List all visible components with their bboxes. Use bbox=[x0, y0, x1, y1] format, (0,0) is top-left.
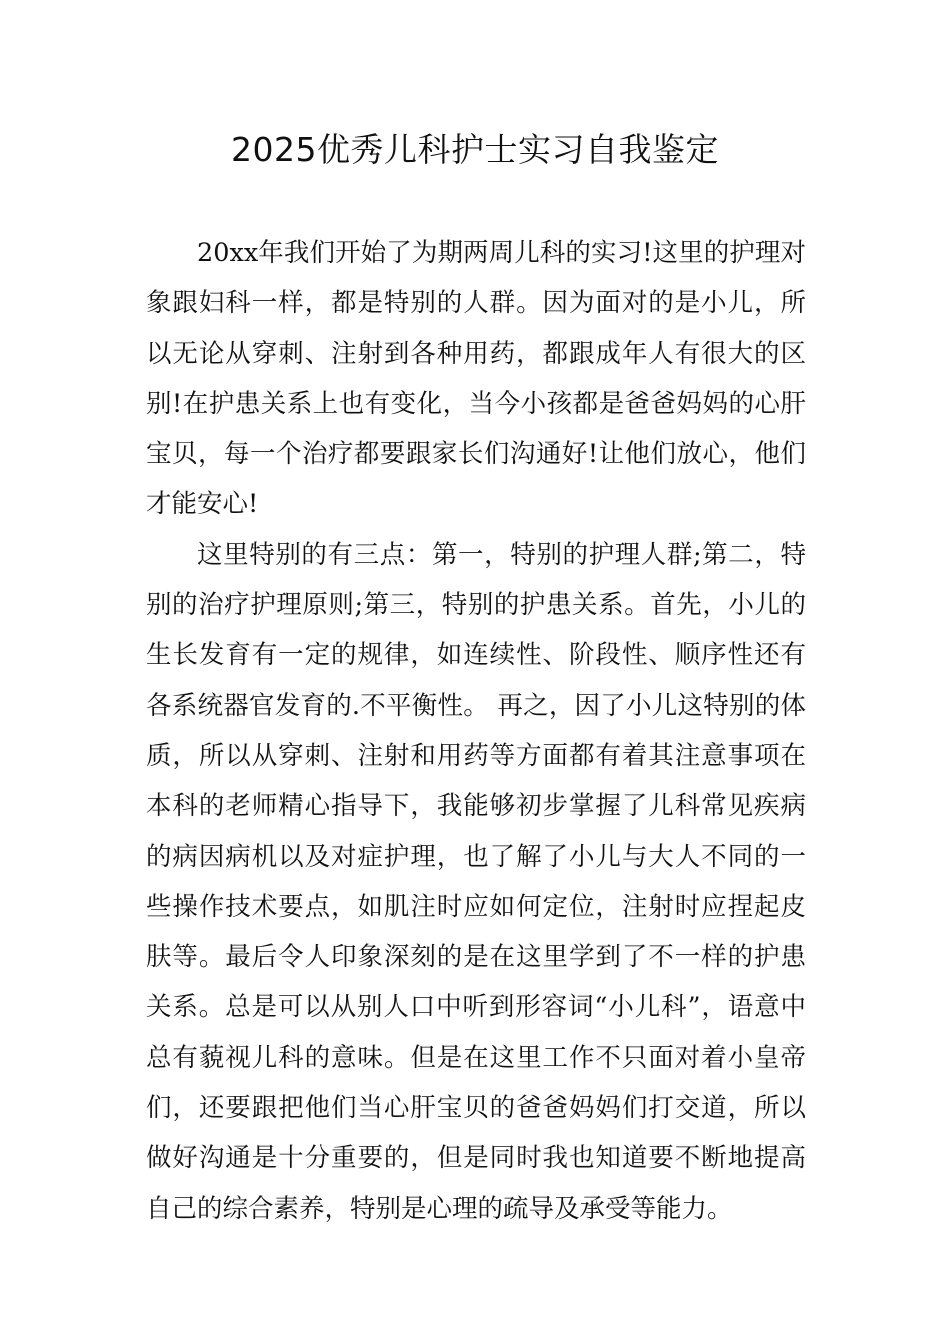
paragraph-1: 20xx年我们开始了为期两周儿科的实习!这里的护理对象跟妇科一样，都是特别的人群。因为面对的是小儿，所以无论从穿刺、注射到各种用药，都跟成年人有很大的区别!在护患关系上也有变化，当今小孩都是爸爸妈妈的心肝宝贝，每一个治疗都要跟家长们沟通好!让他们放心，他们才能安心! bbox=[146, 238, 806, 520]
paragraph-2: 这里特别的有三点：第一，特别的护理人群;第二，特别的治疗护理原则;第三，特别的护患关系。首先，小儿的生长发育有一定的规律，如连续性、阶段性、顺序性还有各系统器官发育的.不平衡性。 再之，因了小儿这特别的体质，所以从穿刺、注射和用药等方面都有着其注意事项在本科的老师精心指导下，我能够初步掌握了儿科常见疾病的病因病机以及对症护理，也了解了小儿与大人不同的一些操作技术要点，如肌注时应如何定位，注射时应捏起皮肤等。最后令人印象深刻的是在这里学到了不一样的护患关系。总是可以从别人口中听到形容词“小儿科”，语意中总有藐视儿科的意味。但是在这里工作不只面对着小皇帝们，还要跟把他们当心肝宝贝的爸爸妈妈们打交道，所以做好沟通是十分重要的，但是同时我也知道要不断地提高自己的综合素养，特别是心理的疏导及承受等能力。 bbox=[146, 539, 806, 1224]
document-body bbox=[146, 228, 806, 1234]
document-title: 2025优秀儿科护士实习自我鉴定 bbox=[231, 130, 719, 169]
